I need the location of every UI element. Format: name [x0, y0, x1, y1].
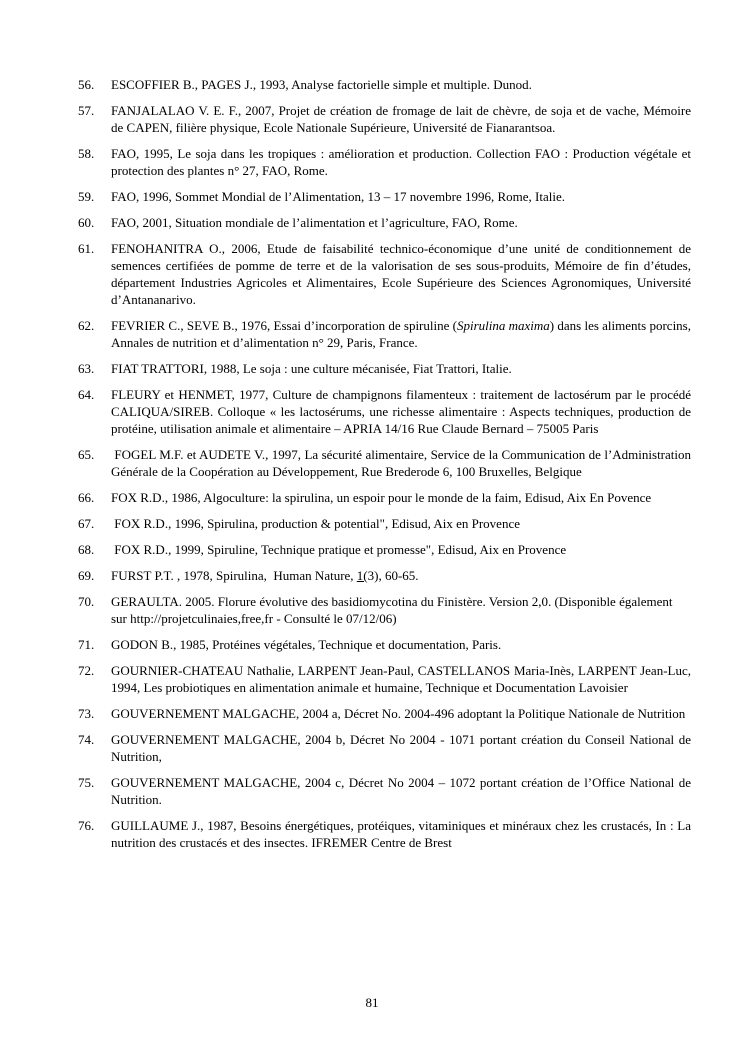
reference-number: 58. [78, 146, 95, 161]
reference-item [78, 386, 691, 437]
reference-number: 72. [78, 663, 95, 678]
reference-item [78, 705, 691, 722]
reference-text: GUILLAUME J., 1987, Besoins énergétiques, protéiques, vitaminiques et minéraux chez les crustacés, In : La nutrition des crustacés et des insectes. IFREMER Centre de Brest [111, 818, 691, 850]
reference-text-part: FEVRIER C., SEVE B., 1976, Essai d’incorporation de spiruline ( [111, 318, 457, 333]
reference-text: FIAT TRATTORI, 1988, Le soja : une culture mécanisée, Fiat Trattori, Italie. [111, 361, 512, 376]
reference-text: GOUVERNEMENT MALGACHE, 2004 c, Décret No 2004 – 1072 portant création de l’Office National de Nutrition. [111, 775, 691, 807]
volume-underlined: 1( [356, 568, 368, 583]
reference-item [78, 317, 691, 351]
reference-text [111, 567, 691, 584]
reference-text: GOUVERNEMENT MALGACHE, 2004 b, Décret No 2004 - 1071 portant création du Conseil National de Nutrition, [111, 732, 691, 764]
reference-number: 67. [78, 516, 95, 531]
reference-text: GOURNIER-CHATEAU Nathalie, LARPENT Jean-Paul, CASTELLANOS Maria-Inès, LARPENT Jean-Luc, 1994, Les probiotiques en alimentation animale et humaine, Technique et Documentation Lavoisier [111, 663, 691, 695]
reference-number: 73. [78, 706, 95, 721]
reference-list [78, 76, 695, 860]
reference-item [78, 567, 691, 584]
reference-text: GODON B., 1985, Protéines végétales, Technique et documentation, Paris. [111, 637, 502, 652]
reference-text: FAO, 1996, Sommet Mondial de l’Alimentation, 13 – 17 novembre 1996, Rome, Italie. [111, 189, 565, 204]
reference-number: 61. [78, 241, 95, 256]
reference-number: 69. [78, 568, 95, 583]
reference-text: FOGEL M.F. et AUDETE V., 1997, La sécurité alimentaire, Service de la Communication de l’Administration Générale de la Coopération au Développement, Rue Brederode 6, 100 Bruxelles, Belgique [111, 447, 695, 479]
reference-text-part: FURST P.T. , 1978, Spirulina, Human Nature, [111, 568, 357, 583]
reference-text: FANJALALAO V. E. F., 2007, Projet de création de fromage de lait de chèvre, de soja et de vache, Mémoire de CAPEN, filière physique, Ecole Nationale Supérieure, Université de Fianarantsoa. [111, 103, 691, 135]
reference-number: 60. [78, 215, 95, 230]
reference-number: 63. [78, 361, 95, 376]
reference-text: FOX R.D., 1986, Algoculture: la spirulina, un espoir pour le monde de la faim, Edisud, Aix En Povence [111, 490, 652, 505]
reference-number: 65. [78, 447, 95, 462]
reference-text [111, 317, 691, 351]
reference-number: 62. [78, 318, 95, 333]
reference-text: FOX R.D., 1999, Spiruline, Technique pratique et promesse", Edisud, Aix en Provence [111, 542, 567, 557]
reference-text: ESCOFFIER B., PAGES J., 1993, Analyse factorielle simple et multiple. Dunod. [111, 77, 532, 92]
reference-number: 56. [78, 77, 95, 92]
reference-item [78, 102, 691, 136]
reference-item [78, 76, 691, 93]
reference-item [78, 774, 691, 808]
reference-item [78, 636, 691, 653]
reference-number: 74. [78, 732, 95, 747]
reference-item [78, 360, 691, 377]
reference-item [78, 593, 691, 627]
reference-number: 59. [78, 189, 95, 204]
reference-number: 76. [78, 818, 95, 833]
reference-number: 57. [78, 103, 95, 118]
reference-item [78, 541, 691, 558]
reference-text: FOX R.D., 1996, Spirulina, production & potential", Edisud, Aix en Provence [111, 516, 520, 531]
reference-text: FAO, 1995, Le soja dans les tropiques : amélioration et production. Collection FAO : Production végétale et protection des plantes n° 27, FAO, Rome. [111, 146, 691, 178]
reference-number: 71. [78, 637, 95, 652]
reference-item [78, 446, 695, 480]
reference-number: 66. [78, 490, 95, 505]
reference-text: FENOHANITRA O., 2006, Etude de faisabilité technico-économique d’une unité de conditionnement de semences certifiées de pomme de terre et de la valorisation de ses sous-produits, Mémoire de fin d’études, département Industries Agricoles et Alimentaires, Ecole Supérieure des Sciences Agronomiques, Université d’Antananarivo. [111, 241, 691, 307]
reference-item [78, 731, 691, 765]
reference-item [78, 515, 691, 532]
reference-number: 68. [78, 542, 95, 557]
page-number: 81 [365, 995, 379, 1010]
reference-text: GERAULTA. 2005. Florure évolutive des basidiomycotina du Finistère. Version 2,0. (Disponible également sur http://projetculinaies,free,fr - Consulté le 07/12/06) [111, 594, 673, 626]
reference-item [78, 240, 691, 308]
reference-number: 75. [78, 775, 95, 790]
reference-text-part: 3), 60-65. [367, 568, 419, 583]
reference-item [78, 817, 691, 851]
reference-item [78, 145, 691, 179]
reference-text: FAO, 2001, Situation mondiale de l’alimentation et l’agriculture, FAO, Rome. [111, 215, 518, 230]
reference-number: 70. [78, 594, 95, 609]
reference-item [78, 662, 691, 696]
reference-text: FLEURY et HENMET, 1977, Culture de champignons filamenteux : traitement de lactosérum par le procédé CALIQUA/SIREB. Colloque « les lactosérums, une richesse alimentaire : Aspects techniques, production de protéine, utilisation animale et alimentaire – APRIA 14/16 Rue Claude Bernard – 75005 Paris [111, 387, 691, 436]
reference-text-part: ) dans les aliments porcins, Annales de nutrition et d’alimentation n° 29, Paris, France. [111, 318, 691, 350]
reference-number: 64. [78, 387, 95, 402]
reference-item [78, 489, 691, 506]
reference-text: GOUVERNEMENT MALGACHE, 2004 a, Décret No. 2004-496 adoptant la Politique Nationale de Nutrition [111, 706, 686, 721]
reference-item [78, 188, 691, 205]
reference-item [78, 214, 691, 231]
species-name-italic: Spirulina maxima [456, 318, 550, 333]
